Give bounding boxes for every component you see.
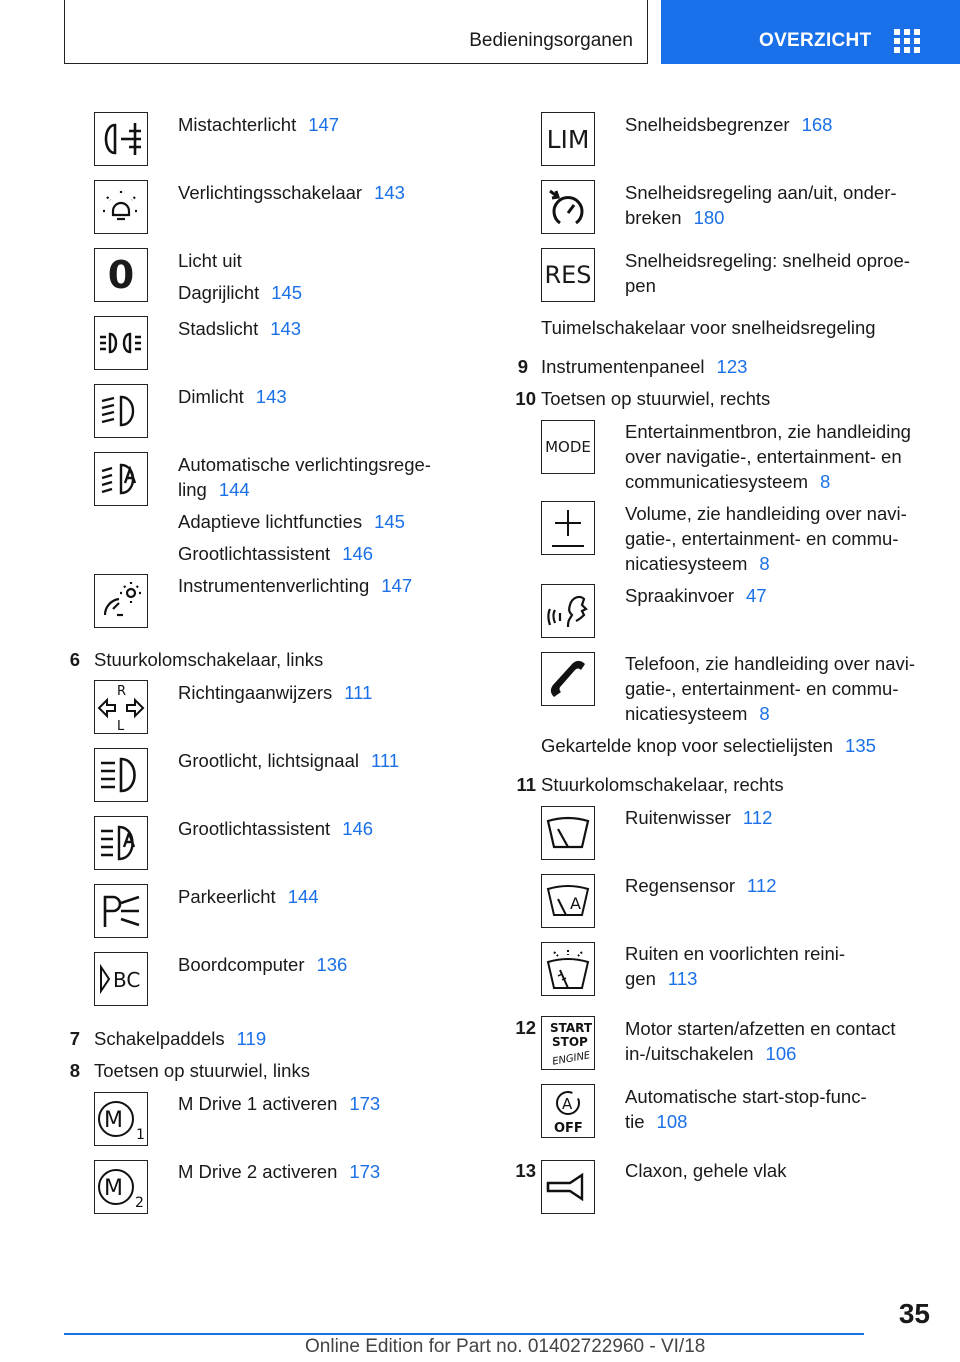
entry-speed-limiter: Snelheidsbegrenzer 168: [625, 114, 833, 135]
section-header: [64, 0, 648, 64]
item-number: 7: [69, 1028, 80, 1049]
voice-input-icon: [541, 584, 595, 638]
auto-headlight-icon: [94, 452, 148, 506]
item-label: Stuurkolomschakelaar, rechts: [541, 774, 784, 795]
entry-parking-lights: Stadslicht 143: [178, 318, 302, 339]
page-ref-link[interactable]: 180: [693, 207, 725, 228]
zero-light-off-icon: 0: [94, 248, 148, 302]
light-switch-icon: [94, 180, 148, 234]
svg-text:M: M: [104, 1176, 123, 1201]
entry-low-beam: Dimlicht 143: [178, 386, 287, 407]
item-number: 6: [69, 649, 80, 670]
svg-text:M: M: [104, 1108, 123, 1133]
high-beam-icon: [94, 748, 148, 802]
page-ref-link[interactable]: 146: [342, 543, 374, 564]
rain-sensor-icon: [541, 874, 595, 928]
entry-phone: Telefoon, zie handleiding over navi- gatie-, entertainment- en commu- nicatiesysteem 8: [625, 653, 916, 724]
page-ref-link[interactable]: 123: [716, 356, 748, 377]
entry-voice-input: Spraakinvoer 47: [625, 585, 767, 606]
auto-start-stop-off-icon: [541, 1084, 595, 1138]
entry-washer: Ruiten en voorlichten reini- gen 113: [625, 943, 846, 989]
svg-text:STOP: STOP: [552, 1035, 588, 1049]
entry-volume: Volume, zie handleiding over navi- gatie-, entertainment- en commu- nicatiesysteem 8: [625, 503, 907, 574]
item-label: Toetsen op stuurwiel, rechts: [541, 388, 771, 409]
svg-text:1: 1: [136, 1127, 145, 1143]
entry-rear-fog-light: Mistachterlicht 147: [178, 114, 340, 135]
page-ref-link[interactable]: 143: [374, 182, 405, 203]
entry-cruise-control: Snelheidsregeling aan/uit, onder- breken 180: [625, 182, 897, 228]
page-ref-link[interactable]: 146: [342, 818, 374, 839]
page-ref-link[interactable]: 8: [759, 703, 770, 724]
low-beam-icon: [94, 384, 148, 438]
entry-instrument-lighting: Instrumentenverlichting 147: [178, 575, 413, 596]
entry-high-beam: Grootlicht, lichtsignaal 111: [178, 750, 400, 771]
mode-icon: MODE: [541, 420, 595, 474]
wiper-icon: [541, 806, 595, 860]
page-ref-link[interactable]: 173: [349, 1093, 381, 1114]
lim-icon: LIM: [541, 112, 595, 166]
overview-tab[interactable]: [661, 0, 960, 64]
turn-signal-icon: [94, 680, 148, 734]
page-ref-link[interactable]: 112: [742, 807, 773, 828]
parking-light-icon: [94, 884, 148, 938]
cruise-control-icon: [541, 180, 595, 234]
svg-text:BC: BC: [113, 968, 141, 992]
item-number: 9: [517, 356, 528, 377]
entry-horn: Claxon, gehele vlak: [625, 1160, 787, 1181]
page-ref-link[interactable]: 136: [316, 954, 348, 975]
svg-text:2: 2: [135, 1195, 144, 1211]
svg-text:A: A: [562, 1095, 573, 1113]
svg-text:ENGINE: ENGINE: [551, 1050, 592, 1068]
svg-text:START: START: [550, 1021, 592, 1035]
volume-icon: [541, 501, 595, 555]
entry-turn-signal: Richtingaanwijzers 111: [178, 682, 373, 703]
entry-parking-light: Parkeerlicht 144: [178, 886, 319, 907]
entry-auto-start-stop: Automatische start-stop-func- tie 108: [625, 1086, 867, 1132]
board-computer-icon: [94, 952, 148, 1006]
res-icon: RES: [541, 248, 595, 302]
footer-divider: [64, 1333, 864, 1335]
entry-m-drive-2: M Drive 2 activeren 173: [178, 1161, 381, 1182]
knurled-knob-label: Gekartelde knop voor selectielijsten 135: [541, 735, 876, 756]
page-ref-link[interactable]: 168: [801, 114, 833, 135]
section-title: Bedieningsorganen: [469, 30, 633, 51]
entry-light-off: Licht uit Dagrijlicht 145: [178, 250, 303, 303]
item-label: Stuurkolomschakelaar, links: [94, 649, 324, 670]
m-drive-1-icon: [94, 1092, 148, 1146]
entry-start-stop: Motor starten/afzetten en contact in-/uitschakelen 106: [625, 1018, 896, 1064]
page-ref-link[interactable]: 145: [374, 511, 405, 532]
page-ref-link[interactable]: 47: [746, 585, 767, 606]
item-label: Instrumentenpaneel 123: [541, 356, 748, 377]
grid-menu-icon: [894, 29, 920, 53]
svg-text:R: R: [117, 684, 127, 699]
page-ref-link[interactable]: 143: [270, 318, 302, 339]
item-label: Schakelpaddels 119: [94, 1028, 267, 1049]
page-ref-link[interactable]: 144: [218, 479, 250, 500]
svg-text:A: A: [570, 894, 581, 913]
high-beam-assistant-icon: [94, 816, 148, 870]
page-ref-link[interactable]: 173: [349, 1161, 381, 1182]
instrument-lighting-icon: [94, 574, 148, 628]
item-label: Toetsen op stuurwiel, links: [94, 1060, 310, 1081]
page-ref-link[interactable]: 108: [656, 1111, 688, 1132]
entry-light-switch: Verlichtingsschakelaar 143: [178, 182, 405, 203]
entry-wiper: Ruitenwisser 112: [625, 807, 773, 828]
entry-entertainment-source: Entertainmentbron, zie handleiding over navigatie-, entertainment- en communicatiesysteem 8: [625, 421, 911, 492]
m-drive-2-icon: [94, 1160, 148, 1214]
page-ref-link[interactable]: 147: [308, 114, 340, 135]
entry-rain-sensor: Regensensor 112: [625, 875, 777, 896]
start-stop-icon: [541, 1016, 595, 1070]
page-ref-link[interactable]: 106: [765, 1043, 797, 1064]
entry-high-beam-assistant: Grootlichtassistent 146: [178, 818, 374, 839]
page-ref-link[interactable]: 8: [759, 553, 770, 574]
phone-icon: [541, 652, 595, 706]
svg-text:OFF: OFF: [554, 1121, 583, 1136]
rocker-switch-label: Tuimelschakelaar voor snelheidsregeling: [541, 317, 876, 338]
page-number: 35: [898, 1298, 930, 1329]
item-number: 8: [69, 1060, 80, 1081]
entry-resume-speed: Snelheidsregeling: snelheid oproe- pen: [625, 250, 910, 296]
page-ref-link[interactable]: 112: [747, 875, 777, 896]
page-ref-link[interactable]: 143: [255, 386, 287, 407]
overview-tab-label: OVERZICHT: [759, 30, 872, 51]
item-number: 11: [516, 774, 536, 795]
page-ref-link[interactable]: 111: [370, 750, 400, 771]
edition-footer: Online Edition for Part no. 01402722960 - VI/18: [305, 1336, 706, 1357]
washer-icon: [541, 942, 595, 996]
page-ref-link[interactable]: 144: [287, 886, 319, 907]
entry-m-drive-1: M Drive 1 activeren 173: [178, 1093, 381, 1114]
entry-board-computer: Boordcomputer 136: [178, 954, 348, 975]
entry-auto-headlight: Automatische verlichtingsrege- ling 144 Adaptieve lichtfuncties 145 Grootlichtassistent 146: [178, 454, 431, 564]
rear-fog-light-icon: [94, 112, 148, 166]
item-number: 12: [515, 1017, 536, 1038]
page-ref-link[interactable]: 113: [667, 968, 698, 989]
parking-lights-icon: [94, 316, 148, 370]
item-number: 10: [515, 388, 536, 409]
item-number: 13: [515, 1160, 536, 1181]
svg-text:L: L: [117, 719, 125, 732]
page-ref-link[interactable]: 8: [820, 471, 831, 492]
page-ref-link[interactable]: 119: [236, 1028, 267, 1049]
page-ref-link[interactable]: 135: [845, 735, 876, 756]
page-ref-link[interactable]: 111: [344, 682, 373, 703]
horn-icon: [541, 1160, 595, 1214]
page-ref-link[interactable]: 145: [271, 282, 303, 303]
page-ref-link[interactable]: 147: [381, 575, 413, 596]
